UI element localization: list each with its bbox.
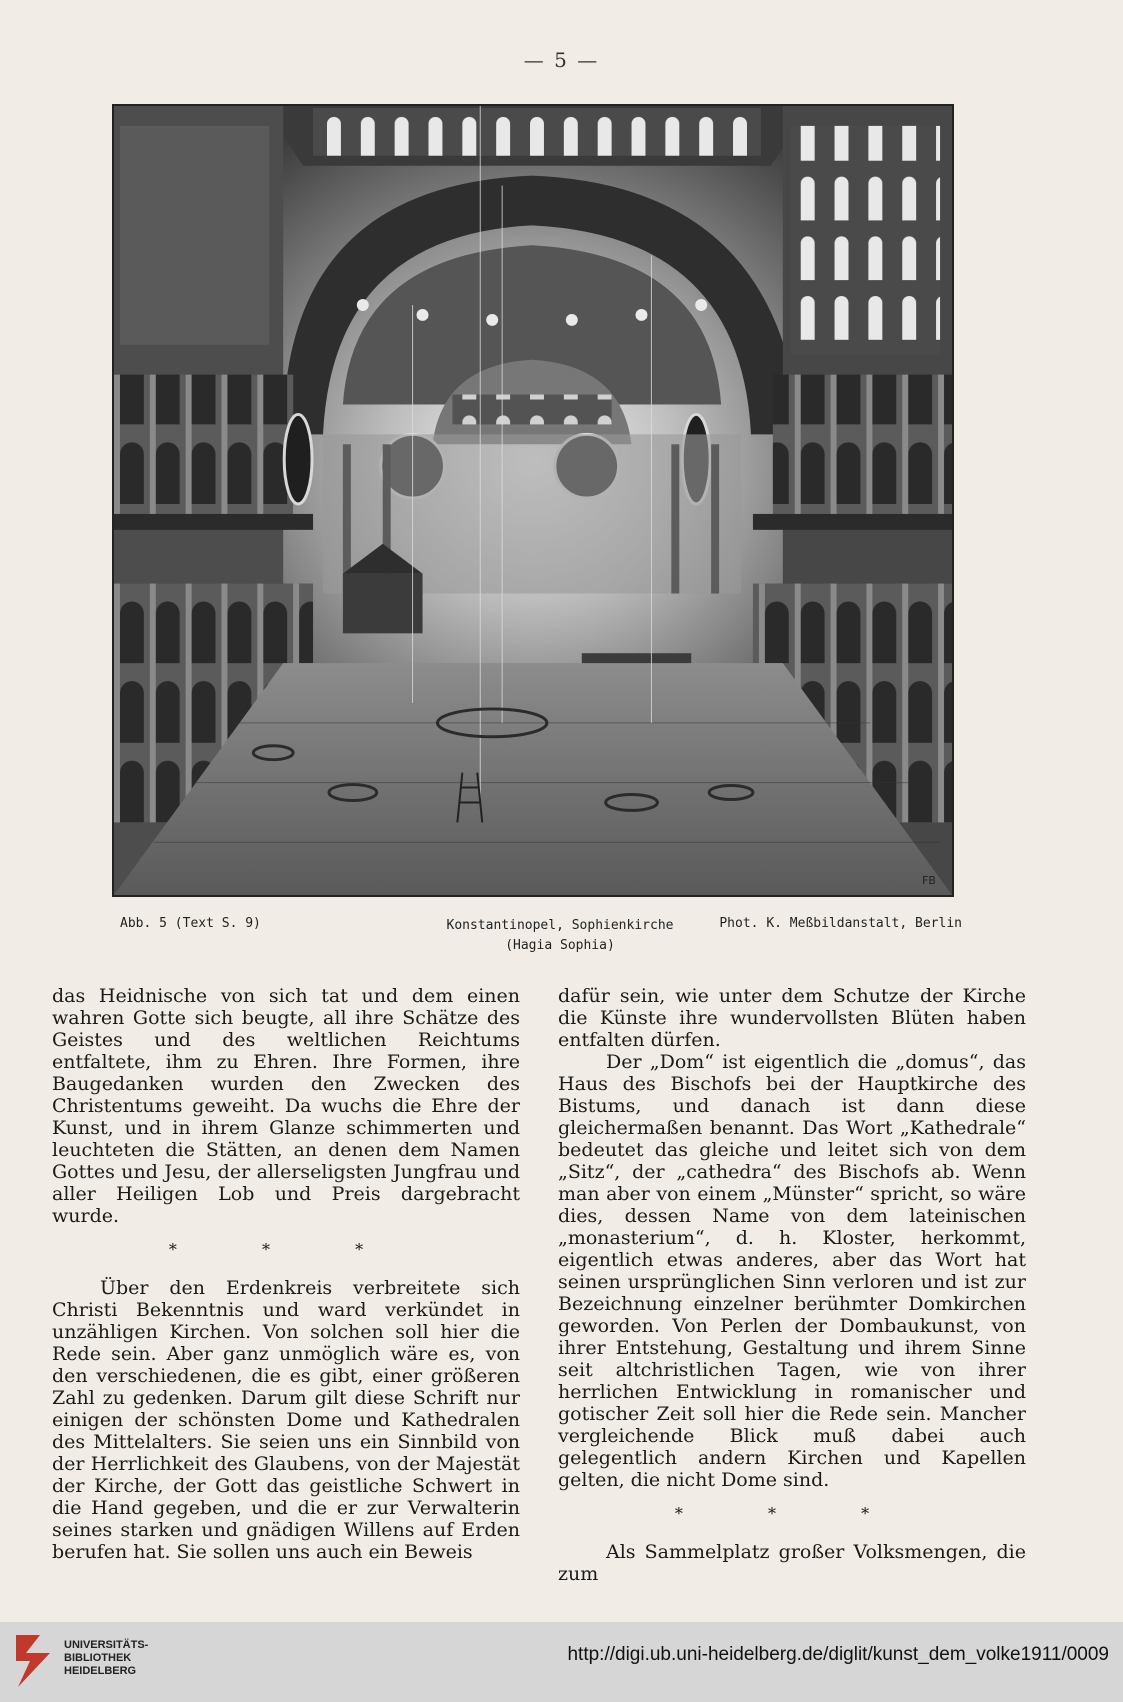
caption-title [420,916,700,956]
university-library-logo-icon[interactable] [12,1631,58,1691]
right-text-column [558,985,1026,1585]
library-name[interactable] [64,1639,148,1678]
caption-title-line2: (Hagia Sophia) [505,938,615,953]
page-number: — 5 — [523,48,600,72]
interior-photo-illustration [114,106,952,895]
caption-title-line1: Konstantinopel, Sophienkirche [446,918,674,933]
right-paragraph-1: dafür sein, wie unter dem Schutze der Kirche die Künste ihre wundervollsten Blüten haben entfalten dürfen. [558,985,1026,1051]
caption-photo-credit: Phot. K. Meßbildanstalt, Berlin [719,916,962,931]
library-footer-bar [0,1622,1123,1702]
caption-figure-number: Abb. 5 (Text S. 9) [120,916,261,931]
right-paragraph-3: Als Sammelplatz großer Volksmengen, die zum [558,1541,1026,1585]
library-name-line1: UNIVERSITÄTS- [64,1639,149,1651]
photo-monogram: FB [922,874,936,888]
library-name-line3: HEIDELBERG [64,1665,137,1677]
right-section-divider: * * * [674,1504,910,1523]
left-text-column [52,985,520,1563]
left-section-divider: * * * [168,1240,404,1259]
library-name-line2: BIBLIOTHEK [64,1652,132,1664]
right-paragraph-2: Der „Dom“ ist eigentlich die „domus“, das Haus des Bischofs bei der Hauptkirche des Bistums, und danach ist dann diese gleichermaßen benannt. Das Wort „Kathedrale“ bedeutet das gleiche und leitet sich von dem „Sitz“, der „cathedra“ des Bischofs ab. Wenn man aber von einem „Münster“ spricht, so wäre dies, dessen Name von dem lateinischen „monasterium“, d. h. Kloster, herkommt, eigentlich etwas anderes, aber das Wort hat seinen ursprünglichen Sinn verloren und ist zur Bezeichnung einzelner berühmter Domkirchen geworden. Von Perlen der Dombaukunst, von ihrer Entstehung, Gestaltung und ihrem Sinne seit altchristlichen Tagen, wie von ihrer herrlichen Entwicklung in romanischer und gotischer Zeit soll hier die Rede sein. Mancher vergleichende Blick muß dabei auch gelegentlich andern Kirchen und Kapellen gelten, die nicht Dome sind. [558,1051,1026,1491]
left-paragraph-2: Über den Erdenkreis verbreitete sich Christi Bekenntnis und ward verkündet in unzähligen Kirchen. Von solchen soll hier die Rede sein. Aber ganz unmöglich wäre es, von den verschiedenen, die es gibt, einer größeren Zahl zu gedenken. Darum gilt diese Schrift nur einigen der schönsten Dome und Kathedralen des Mittelalters. Sie seien uns ein Sinnbild von der Herrlichkeit des Glaubens, von der Majestät der Kirche, der Gott das geistliche Schwert in die Hand gegeben, und die er zur Verwalterin seines starken und gnädigen Willens auf Erden berufen hat. Sie sollen uns auch ein Beweis [52,1277,520,1563]
hagia-sophia-photograph [112,104,954,897]
left-paragraph-1: das Heidnische von sich tat und dem einen wahren Gotte sich beugte, all ihre Schätze des Geistes und des weltlichen Reichtums entfaltete, ihm zu Ehren. Ihre Formen, ihre Baugedanken wurden den Zwecken des Christentums geweiht. Da wuchs die Ehre der Kunst, und in ihrem Glanze schimmerten und leuchteten die Stätten, an denen dem Namen Gottes und Jesu, der allerseligsten Jungfrau und aller Heiligen Lob und Preis dargebracht wurde. [52,985,520,1227]
permalink-url[interactable]: http://digi.ub.uni-heidelberg.de/diglit/kunst_dem_volke1911/0009 [567,1644,1109,1665]
